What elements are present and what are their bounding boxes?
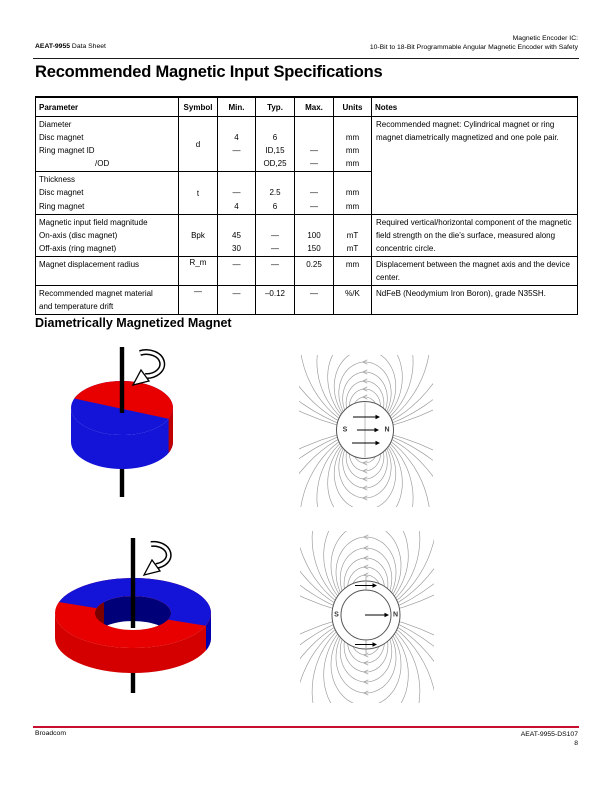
typ-cell-3-line: — [271,259,279,269]
units-cell-4-line: %/K [345,288,360,298]
ring-magnet-illustration [36,528,246,700]
page-title: Recommended Magnetic Input Specifications [35,63,383,81]
max-cell-3 [295,256,334,285]
footer-page-number: 8 [574,740,578,747]
notes-cell-3: Displacement between the magnet axis and the device center. [372,256,578,285]
col-header-symbol: Symbol [179,97,218,117]
disc-magnet-illustration [58,340,193,505]
param-cell-2-line: On-axis (disc magnet) [39,230,118,240]
typ-cell-0-line: OD,25 [263,159,287,169]
max-cell-4-line: — [310,288,318,298]
col-header-typ: Typ. [256,97,295,117]
table-row [36,117,578,172]
symbol-cell-3: R_m [179,256,218,285]
min-cell-3 [218,256,256,285]
max-cell-0-line: — [310,146,318,156]
units-cell-3 [334,256,372,285]
north-pole-label: N [384,426,390,434]
units-cell-1-line [337,173,368,186]
param-cell-0-line: /OD [95,159,110,169]
table-row [36,285,578,314]
chip-subtitle: 10-Bit to 18-Bit Programmable Angular Magnetic Encoder with Safety [369,43,578,51]
max-cell-2-line [298,216,330,229]
typ-cell-0-line: 6 [272,133,278,143]
typ-cell-1 [256,172,295,214]
min-cell-4 [218,285,256,314]
min-cell-3-line: — [232,259,241,269]
min-cell-0-line: 4 [234,133,239,143]
disc-axis-rod-upper [120,347,124,413]
min-cell-2-line: 30 [232,243,241,253]
typ-cell-4 [256,285,295,314]
typ-cell-1-line: 6 [272,201,278,211]
north-pole-label: N [392,611,399,619]
param-cell-1-line: Disc magnet [39,188,84,198]
units-cell-3-line: mm [345,259,360,269]
footer-right [521,730,578,748]
min-cell-4-line: — [232,288,241,298]
max-cell-2 [295,214,334,256]
param-cell-4 [36,285,179,314]
param-cell-0-line: Disc magnet [39,133,84,143]
max-cell-0-line [298,118,330,131]
min-cell-1-line: 4 [234,201,239,211]
notes-cell-4: NdFeB (Neodymium Iron Boron), grade N35SH. [372,285,578,314]
disc-field-diagram [299,355,433,507]
rotation-arrow [144,544,169,575]
param-cell-1-line: Ring magnet [39,201,85,211]
footer-doc-number: AEAT-9955-DS107 [520,731,578,738]
param-cell-0-line: Ring magnet ID [39,146,95,156]
section-title: Diametrically Magnetized Magnet [35,316,232,330]
param-cell-3 [36,256,179,285]
spec-table [35,96,578,315]
max-cell-2-line: 100 [307,230,321,240]
max-cell-0 [295,117,334,172]
units-cell-2 [334,214,372,256]
units-cell-1 [334,172,372,214]
max-cell-1-line: — [310,188,318,198]
typ-cell-1-line: 2.5 [269,188,281,198]
typ-cell-2-line: — [271,243,279,253]
param-cell-0-line: Diameter [39,120,72,129]
min-cell-1 [218,172,256,214]
col-header-max: Max. [295,97,334,117]
param-cell-2-line: Magnetic input field magnitude [39,217,148,227]
param-cell-2 [36,214,179,256]
footer-company: Broadcom [35,730,66,737]
south-pole-label: S [334,611,339,619]
units-cell-0-line: mm [345,159,360,169]
typ-cell-0-line [259,118,291,131]
max-cell-1 [295,172,334,214]
units-cell-0-line [337,118,368,131]
col-header-min: Min. [218,97,256,117]
min-cell-1-line: — [232,188,241,198]
units-cell-1-line: mm [345,188,360,198]
header-rule [33,58,579,59]
doc-type-label: Data Sheet [70,43,106,50]
symbol-cell-0: d [179,117,218,172]
min-cell-0-line [221,157,252,170]
max-cell-0-line: — [310,159,318,169]
max-cell-1-line: — [310,201,318,211]
min-cell-2-line: 45 [232,230,241,240]
symbol-cell-2: Bpk [179,214,218,256]
param-cell-2-line: Off-axis (ring magnet) [39,243,117,253]
units-cell-2-line: mT [346,243,359,253]
max-cell-0-line [298,131,330,144]
table-row [36,256,578,285]
units-cell-0-line: mm [345,133,360,143]
symbol-cell-4: — [179,285,218,314]
min-cell-2-line [221,216,252,229]
typ-cell-2-line: — [271,230,279,240]
min-cell-1-line [221,173,252,186]
typ-cell-2 [256,214,295,256]
param-cell-4-line: Recommended magnet material [39,288,153,298]
units-cell-0-line: mm [345,146,360,156]
header-doc-title [35,43,106,50]
typ-cell-1-line [259,173,291,186]
min-cell-0-line: — [232,146,241,156]
notes-cell-2: Required vertical/horizontal component of the magnetic field strength on the die’s surface, measured along concentric circle. [372,214,578,256]
min-cell-0-line [221,118,252,131]
units-cell-0 [334,117,372,172]
table-row [36,214,578,256]
typ-cell-2-line [259,216,291,229]
ring-axis-rod-upper [131,538,135,628]
footer-rule [33,726,579,728]
units-cell-2-line [337,216,368,229]
typ-cell-3 [256,256,295,285]
param-cell-3-line: Magnet displacement radius [39,259,140,269]
units-cell-2-line: mT [346,230,359,240]
max-cell-1-line [298,173,330,186]
col-header-parameter: Parameter [36,97,179,117]
param-cell-1 [36,172,179,214]
chip-category: Magnetic Encoder IC: [512,35,578,42]
rotation-arrow [133,352,162,385]
ring-field-diagram [300,531,434,703]
max-cell-2-line: 150 [307,243,321,253]
param-cell-0 [36,117,179,172]
disc-axis-rod-lower [120,468,124,497]
col-header-units: Units [334,97,372,117]
min-cell-0 [218,117,256,172]
param-cell-4-line: and temperature drift [39,302,114,312]
max-cell-3-line: 0.25 [306,259,322,269]
product-name: AEAT-9955 [35,43,71,50]
param-cell-1-line: Thickness [39,175,76,185]
notes-cell-0: Recommended magnet: Cylindrical magnet or ring magnet diametrically magnetized and one pole pair. [372,117,578,215]
symbol-cell-1: t [179,172,218,214]
units-cell-4 [334,285,372,314]
header-description [370,35,578,52]
col-header-notes: Notes [372,97,578,117]
typ-cell-0 [256,117,295,172]
min-cell-2 [218,214,256,256]
ring-axis-rod-lower [131,672,135,693]
max-cell-4 [295,285,334,314]
south-pole-label: S [342,426,348,434]
units-cell-1-line: mm [345,201,360,211]
typ-cell-4-line: –0.12 [264,288,286,298]
typ-cell-0-line: ID,15 [265,146,285,156]
